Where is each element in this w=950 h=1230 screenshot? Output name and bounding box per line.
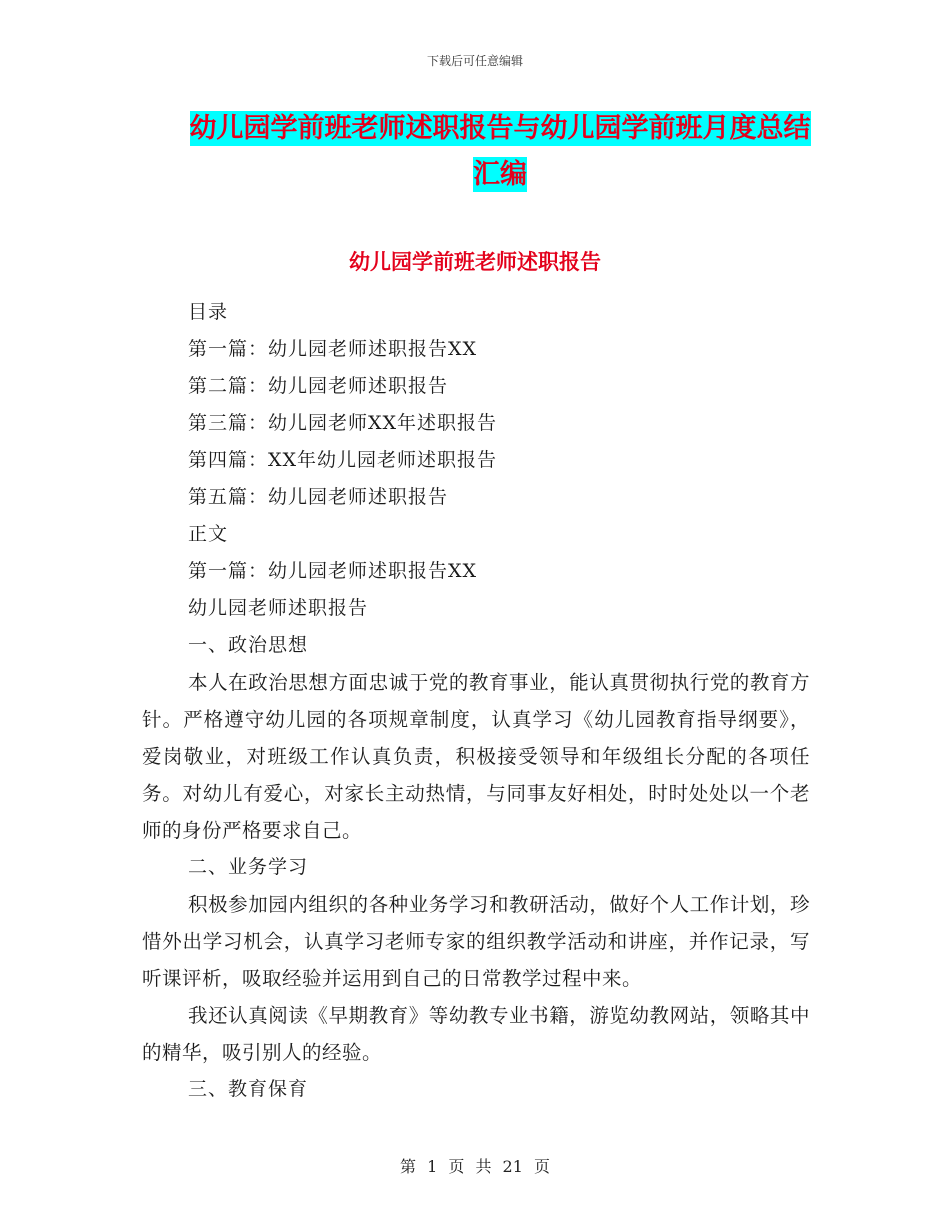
header-note: 下载后可任意编辑	[426, 54, 523, 68]
page-footer: 第 1 页 共 21 页	[400, 1157, 550, 1176]
toc-line: 第四篇：XX年幼儿园老师述职报告	[188, 449, 498, 471]
toc-line: 第一篇：幼儿园老师述职报告XX	[188, 338, 478, 360]
toc-line: 目录	[188, 301, 229, 323]
subtitle: 幼儿园学前班老师述职报告	[349, 250, 601, 274]
main-title-line1: 幼儿园学前班老师述职报告与幼儿园学前班月度总结	[189, 113, 811, 144]
main-title	[150, 106, 850, 198]
toc-line: 正文	[188, 523, 229, 545]
section-heading: 二、业务学习	[188, 856, 309, 878]
toc-line: 第二篇：幼儿园老师述职报告	[188, 375, 449, 397]
toc-line: 幼儿园老师述职报告	[188, 597, 369, 619]
paragraph: 本人在政治思想方面忠诚于党的教育事业，能认真贯彻执行党的教育方针。严格遵守幼儿园的各项规章制度，认真学习《幼儿园教育指导纲要》，爱岗敬业，对班级工作认真负责，积极接受领导和年级组长分配的各项任务。对幼儿有爱心，对家长主动热情，与同事友好相处，时时处处以一个老师的身份严格要求自己。	[142, 671, 810, 842]
toc-line: 第一篇：幼儿园老师述职报告XX	[188, 560, 478, 582]
paragraph: 积极参加园内组织的各种业务学习和教研活动，做好个人工作计划，珍惜外出学习机会，认真学习老师专家的组织教学活动和讲座，并作记录，写听课评析，吸取经验并运用到自己的日常教学过程中来。	[142, 893, 810, 990]
toc-line: 一、政治思想	[188, 634, 309, 656]
body-text	[142, 664, 810, 1108]
paragraph: 我还认真阅读《早期教育》等幼教专业书籍，游览幼教网站，领略其中的精华，吸引别人的经验。	[142, 1004, 810, 1064]
main-title-line2: 汇编	[473, 159, 527, 190]
table-of-contents	[188, 294, 828, 664]
toc-line: 第五篇：幼儿园老师述职报告	[188, 486, 449, 508]
section-heading: 三、教育保育	[188, 1078, 309, 1100]
toc-line: 第三篇：幼儿园老师XX年述职报告	[188, 412, 498, 434]
